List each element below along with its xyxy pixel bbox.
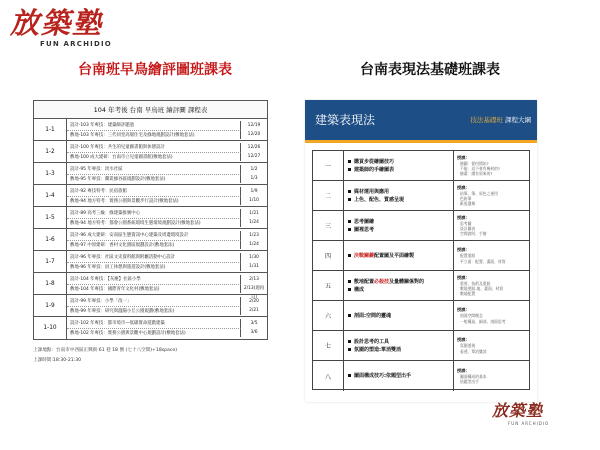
schedule-date: 2/13 <box>249 276 259 282</box>
schedule-topic: 敷地-102 年專技：實務公園與景觀中心規劃設計(敷地套法) <box>67 328 241 337</box>
footer-logo-sub: FUN ARCHIDIO <box>508 421 550 426</box>
schedule-date: 12/20 <box>247 131 261 137</box>
schedule-week: 1-3 <box>34 163 67 184</box>
outline-topic <box>348 196 453 204</box>
brand-logo-sub: FUN ARCHIDIO <box>40 40 112 48</box>
schedule-lines <box>67 141 267 162</box>
outline-topic-text: 氛圍的塑造:單消雙消 <box>354 346 402 353</box>
schedule-lines <box>67 229 267 250</box>
schedule-date: 2/20 <box>249 298 259 304</box>
schedule-line <box>67 165 267 174</box>
outline-notes <box>454 331 529 360</box>
schedule-lines <box>67 119 267 140</box>
outline-notes-head: 授課： <box>457 337 470 343</box>
outline-topic <box>348 372 453 380</box>
outline-lesson-number: 八 <box>313 361 344 391</box>
footer-logo <box>492 398 552 430</box>
schedule-topic: 設計-96 年專技：社區文史資料館與附屬活動中心設計 <box>67 253 241 262</box>
schedule-topic: 敷地-94 地方特考：實務公園與景觀步行設計(敷地套法) <box>67 196 241 205</box>
schedule-row <box>34 163 267 185</box>
schedule-line <box>67 328 267 337</box>
outline-banner <box>305 100 537 143</box>
outline-topic-text: 思考圖繪 <box>354 218 375 225</box>
outline-note-item: 鉛筆、筆、原色之運用 <box>460 190 498 196</box>
outline-table <box>312 150 530 390</box>
footer-logo-mark: 放築塾 <box>492 401 544 420</box>
schedule-line <box>67 231 267 240</box>
outline-topic-text: 圖裡思考 <box>354 226 375 233</box>
schedule-line <box>67 240 267 249</box>
schedule-date: 3/6 <box>250 330 258 335</box>
outline-topic-text: 購買步從繪圖技巧 <box>354 158 395 165</box>
bullet-icon <box>348 168 351 171</box>
schedule-date: 1/24 <box>249 241 259 247</box>
schedule-row <box>34 207 267 229</box>
schedule-lines <box>67 295 267 316</box>
schedule-lines <box>67 163 267 184</box>
outline-note-item: 重要、技術及重點 <box>460 280 491 286</box>
schedule-date: 1/9 <box>250 188 258 194</box>
outline-note-item: 敷地配置 <box>460 291 476 297</box>
outline-topic-text: 敷地配置 <box>354 278 375 285</box>
bullet-icon <box>348 340 351 343</box>
outline-row <box>313 361 529 391</box>
schedule-date: 1/31 <box>249 263 259 269</box>
bullet-icon <box>348 220 351 223</box>
outline-topics <box>344 151 454 180</box>
brand-logo-mark: 放築塾 <box>10 6 104 40</box>
outline-topic-text: 建築師的手繪圖表 <box>354 166 395 173</box>
schedule-date: 1/10 <box>249 197 259 203</box>
schedule-location: 上課地點：台南市中西區正興街 61 巷 18 號 (七十八空間)+18space) <box>33 348 178 353</box>
outline-row <box>313 241 529 271</box>
schedule-date: 1/21 <box>249 210 259 216</box>
outline-note-item: 氛圍透視 <box>460 343 476 349</box>
outline-row <box>313 181 529 211</box>
outline-lesson-number: 二 <box>313 181 344 210</box>
outline-notes-head: 授課： <box>457 307 470 313</box>
schedule-topic: 設計-103 年專技：建築師評題過 <box>67 121 241 130</box>
outline-topic <box>348 188 453 196</box>
outline-note-item: 不能：這不會有幾何的? <box>460 165 500 171</box>
schedule-line <box>67 152 267 161</box>
outline-lesson-number: 三 <box>313 211 344 240</box>
outline-notes-head: 授課： <box>457 214 470 220</box>
outline-row <box>313 151 529 181</box>
outline-subtitle-rest: 課程大綱 <box>502 116 531 124</box>
schedule-line <box>67 306 267 315</box>
outline-notes <box>454 241 529 270</box>
schedule-line <box>67 275 267 284</box>
schedule-line <box>67 262 267 271</box>
schedule-date: 12/19 <box>247 122 261 128</box>
schedule-lines <box>67 185 267 206</box>
outline-topic-suffix: 配置圖及平面繪製 <box>374 252 415 259</box>
outline-topics <box>344 301 454 330</box>
schedule-row <box>34 229 267 251</box>
outline-notes-head: 授課： <box>457 247 470 253</box>
schedule-line <box>67 174 267 183</box>
outline-note-item: 空間說明、手繪 <box>460 231 487 237</box>
outline-topic <box>348 346 453 354</box>
outline-note-item: 紙張選擇 <box>460 201 476 207</box>
schedule-topic: 設計-100 年專技：共生的兒童圖書館與休憩設計 <box>67 143 241 152</box>
schedule-line <box>67 121 267 130</box>
outline-note-item: 配置重點 <box>460 253 476 259</box>
schedule-row <box>34 317 267 339</box>
outline-lesson-number: 四 <box>313 241 344 270</box>
outline-note-item: 依題型出手 <box>460 379 479 384</box>
schedule-topic: 設計-89 高考三級：綠建築推廣中心 <box>67 209 241 218</box>
schedule-date: 2/13(週再日) <box>243 285 265 300</box>
schedule-line <box>67 253 267 262</box>
outline-note-item: 一般構造、細部、剖面思考 <box>460 318 506 324</box>
schedule-line <box>67 187 267 196</box>
schedule-week: 1-1 <box>34 119 67 140</box>
schedule-topic: 敷地-99 年專技：研究與溫陽小丘公園規劃(敷地套法) <box>67 306 241 315</box>
schedule-row <box>34 273 267 300</box>
schedule-week: 1-4 <box>34 185 67 206</box>
outline-notes <box>454 151 529 180</box>
outline-notes <box>454 361 529 391</box>
schedule-lines <box>67 207 267 228</box>
schedule-date: 1/23 <box>249 232 259 238</box>
outline-row <box>313 331 529 361</box>
outline-topic <box>348 312 453 320</box>
outline-subtitle-highlight: 技法基礎班 <box>470 116 503 124</box>
outline-note-item: 繪圖：從何開始? <box>460 160 489 166</box>
outline-notes <box>454 301 529 330</box>
schedule-date: 1/3 <box>250 175 258 181</box>
schedule-week: 1-6 <box>34 229 67 250</box>
outline-lesson-number: 一 <box>313 151 344 180</box>
bullet-icon <box>348 280 351 283</box>
schedule-lines <box>67 317 267 339</box>
schedule-lines <box>67 273 267 300</box>
outline-topic-text: 決戰關鍵 <box>354 252 375 259</box>
schedule-topic: 敷地-97 中原建研：香村文化園區規劃設計(敷地套法) <box>67 240 241 249</box>
schedule-title: 104 年考後 台南 早鳥班 繪評圖 課程表 <box>33 100 268 118</box>
schedule-topic: 敷地-96 年專技：員工休憩與旅遊設計(敷地套法) <box>67 262 241 271</box>
outline-topic-text: 剖面:空間的靈魂 <box>354 312 392 319</box>
outline-note-item: 圖面構成的基本 <box>460 373 487 379</box>
bullet-icon <box>348 254 351 257</box>
outline-notes-head: 授課： <box>457 367 470 373</box>
outline-topic <box>348 166 453 174</box>
outline-topic <box>348 278 453 286</box>
schedule-footer <box>33 346 268 366</box>
outline-topic-text: 上色、配色、質感呈現 <box>354 196 405 203</box>
left-heading: 台南班早鳥繪評圖班課表 <box>78 62 232 78</box>
outline-note-item: 繪畫：總有原來的? <box>460 171 493 177</box>
outline-topic <box>348 218 453 226</box>
outline-topic-text: 圖面構成技巧:依題型出手 <box>354 373 412 379</box>
schedule-row <box>34 119 267 141</box>
outline-notes-head: 授課： <box>457 184 470 190</box>
schedule-lines <box>67 251 267 272</box>
outline-topic-tail: 及量體關係對的 <box>389 278 425 285</box>
outline-notes <box>454 181 529 210</box>
schedule-topic: 設計-96 成大建研：安南區生態資訊中心建築及周邊環境設計 <box>67 231 241 240</box>
bullet-icon <box>348 348 351 351</box>
brand-logo <box>10 8 120 58</box>
schedule-date: 1/24 <box>249 219 259 225</box>
outline-lesson-number: 六 <box>313 301 344 330</box>
schedule-week: 1-2 <box>34 141 67 162</box>
schedule-line <box>67 284 267 300</box>
outline-topic <box>348 286 453 294</box>
schedule-date: 12/27 <box>247 153 261 159</box>
outline-notes <box>454 271 529 300</box>
outline-subtitle <box>470 115 531 124</box>
bullet-icon <box>348 228 351 231</box>
schedule-topic: 設計-92 專技特考：民宿旅館 <box>67 187 241 196</box>
outline-row <box>313 211 529 241</box>
outline-notes-head: 授課： <box>457 154 470 160</box>
outline-note-item: 敷地要點-地、畫面、材質 <box>460 285 504 291</box>
outline-lesson-number: 七 <box>313 331 344 360</box>
schedule-date: 2/21 <box>249 307 259 313</box>
outline-note-item: 設計圖表 <box>460 225 476 231</box>
schedule-date: 3/5 <box>250 321 258 326</box>
schedule-row <box>34 295 267 317</box>
schedule-topic: 設計-102 年專技：都市境市—低碳實命遊戲建築 <box>67 319 241 328</box>
schedule-line <box>67 319 267 328</box>
outline-note-item: 思考圖 <box>460 220 472 226</box>
outline-topics <box>344 361 454 391</box>
outline-topics <box>344 241 454 270</box>
bullet-icon <box>348 374 351 377</box>
schedule-topic: 設計-95 年專技：淡水社區 <box>67 165 241 174</box>
schedule-week: 1-10 <box>34 317 67 339</box>
bullet-icon <box>348 190 351 193</box>
schedule-week: 1-5 <box>34 207 67 228</box>
schedule-line <box>67 130 267 139</box>
schedule-topic: 敷地-104 年專技：國際青年文化村(敷地套法) <box>67 284 241 293</box>
schedule-row <box>34 185 267 207</box>
outline-note-item: 剖面空間概念 <box>460 313 483 319</box>
bullet-icon <box>348 314 351 317</box>
schedule-date: 12/26 <box>247 144 261 150</box>
bullet-icon <box>348 198 351 201</box>
outline-topic <box>348 226 453 234</box>
schedule-line <box>67 143 267 152</box>
outline-topic-text: 設計思考的工具 <box>354 338 390 345</box>
outline-notes-head: 授課： <box>457 274 470 280</box>
schedule-row <box>34 141 267 163</box>
outline-row <box>313 301 529 331</box>
schedule-line <box>67 297 267 306</box>
schedule-week: 1-9 <box>34 295 67 316</box>
schedule-topic: 敷地-94 地方特考：都會公園系統環境生態環境規劃設計(敷地套法) <box>67 218 241 227</box>
schedule-topic: 設計-104 年專技：【灰塵】社區小學 <box>67 275 241 284</box>
outline-topics <box>344 331 454 360</box>
schedule-line <box>67 218 267 227</box>
outline-lesson-number: 五 <box>313 271 344 300</box>
schedule-line <box>67 209 267 218</box>
right-heading: 台南表現法基礎班課表 <box>360 62 500 78</box>
outline-title: 建築表現法 <box>315 113 376 127</box>
bullet-icon <box>348 288 351 291</box>
outline-topics <box>344 181 454 210</box>
outline-topics <box>344 211 454 240</box>
schedule-date: 1/2 <box>250 166 258 172</box>
outline-topic-text: 媒材運用與應用 <box>354 188 390 195</box>
schedule-topic: 設計-99 年專技：小學「改一」 <box>67 297 241 306</box>
schedule-topic: 敷地-95 年專技：蘭崁綠谷區規劃設計(敷地套法) <box>67 174 241 183</box>
bullet-icon <box>348 160 351 163</box>
outline-topics <box>344 271 454 300</box>
schedule-row <box>34 251 267 273</box>
outline-notes <box>454 211 529 240</box>
outline-note-item: 看透、單消雙消 <box>460 348 487 354</box>
basics-course-outline <box>305 100 537 402</box>
outline-row <box>313 271 529 301</box>
outline-topic <box>348 252 453 260</box>
schedule-topic: 敷地-100 成大建研：台南市立兒童圖書館(敷地套法) <box>67 152 241 161</box>
schedule-table <box>33 118 268 340</box>
schedule-week: 1-8 <box>34 273 67 294</box>
schedule-date: 1/30 <box>249 254 259 260</box>
schedule-time: 上課時間:18:30-21:30 <box>33 358 82 363</box>
outline-note-item: 平立面：配置、畫面、材質 <box>460 258 506 264</box>
outline-topic-text: 構成 <box>354 286 365 293</box>
schedule-line <box>67 196 267 205</box>
schedule-topic: 敷地-103 年專技：三代同堂高層住宅及綠地規劃設計(敷地套法) <box>67 130 241 139</box>
schedule-week: 1-7 <box>34 251 67 272</box>
outline-topic <box>348 158 453 166</box>
outline-note-item: 色鉛筆 <box>460 195 472 201</box>
outline-topic <box>348 338 453 346</box>
early-bird-schedule <box>33 100 268 400</box>
outline-topic-suffix: 必殺技 <box>374 278 390 285</box>
